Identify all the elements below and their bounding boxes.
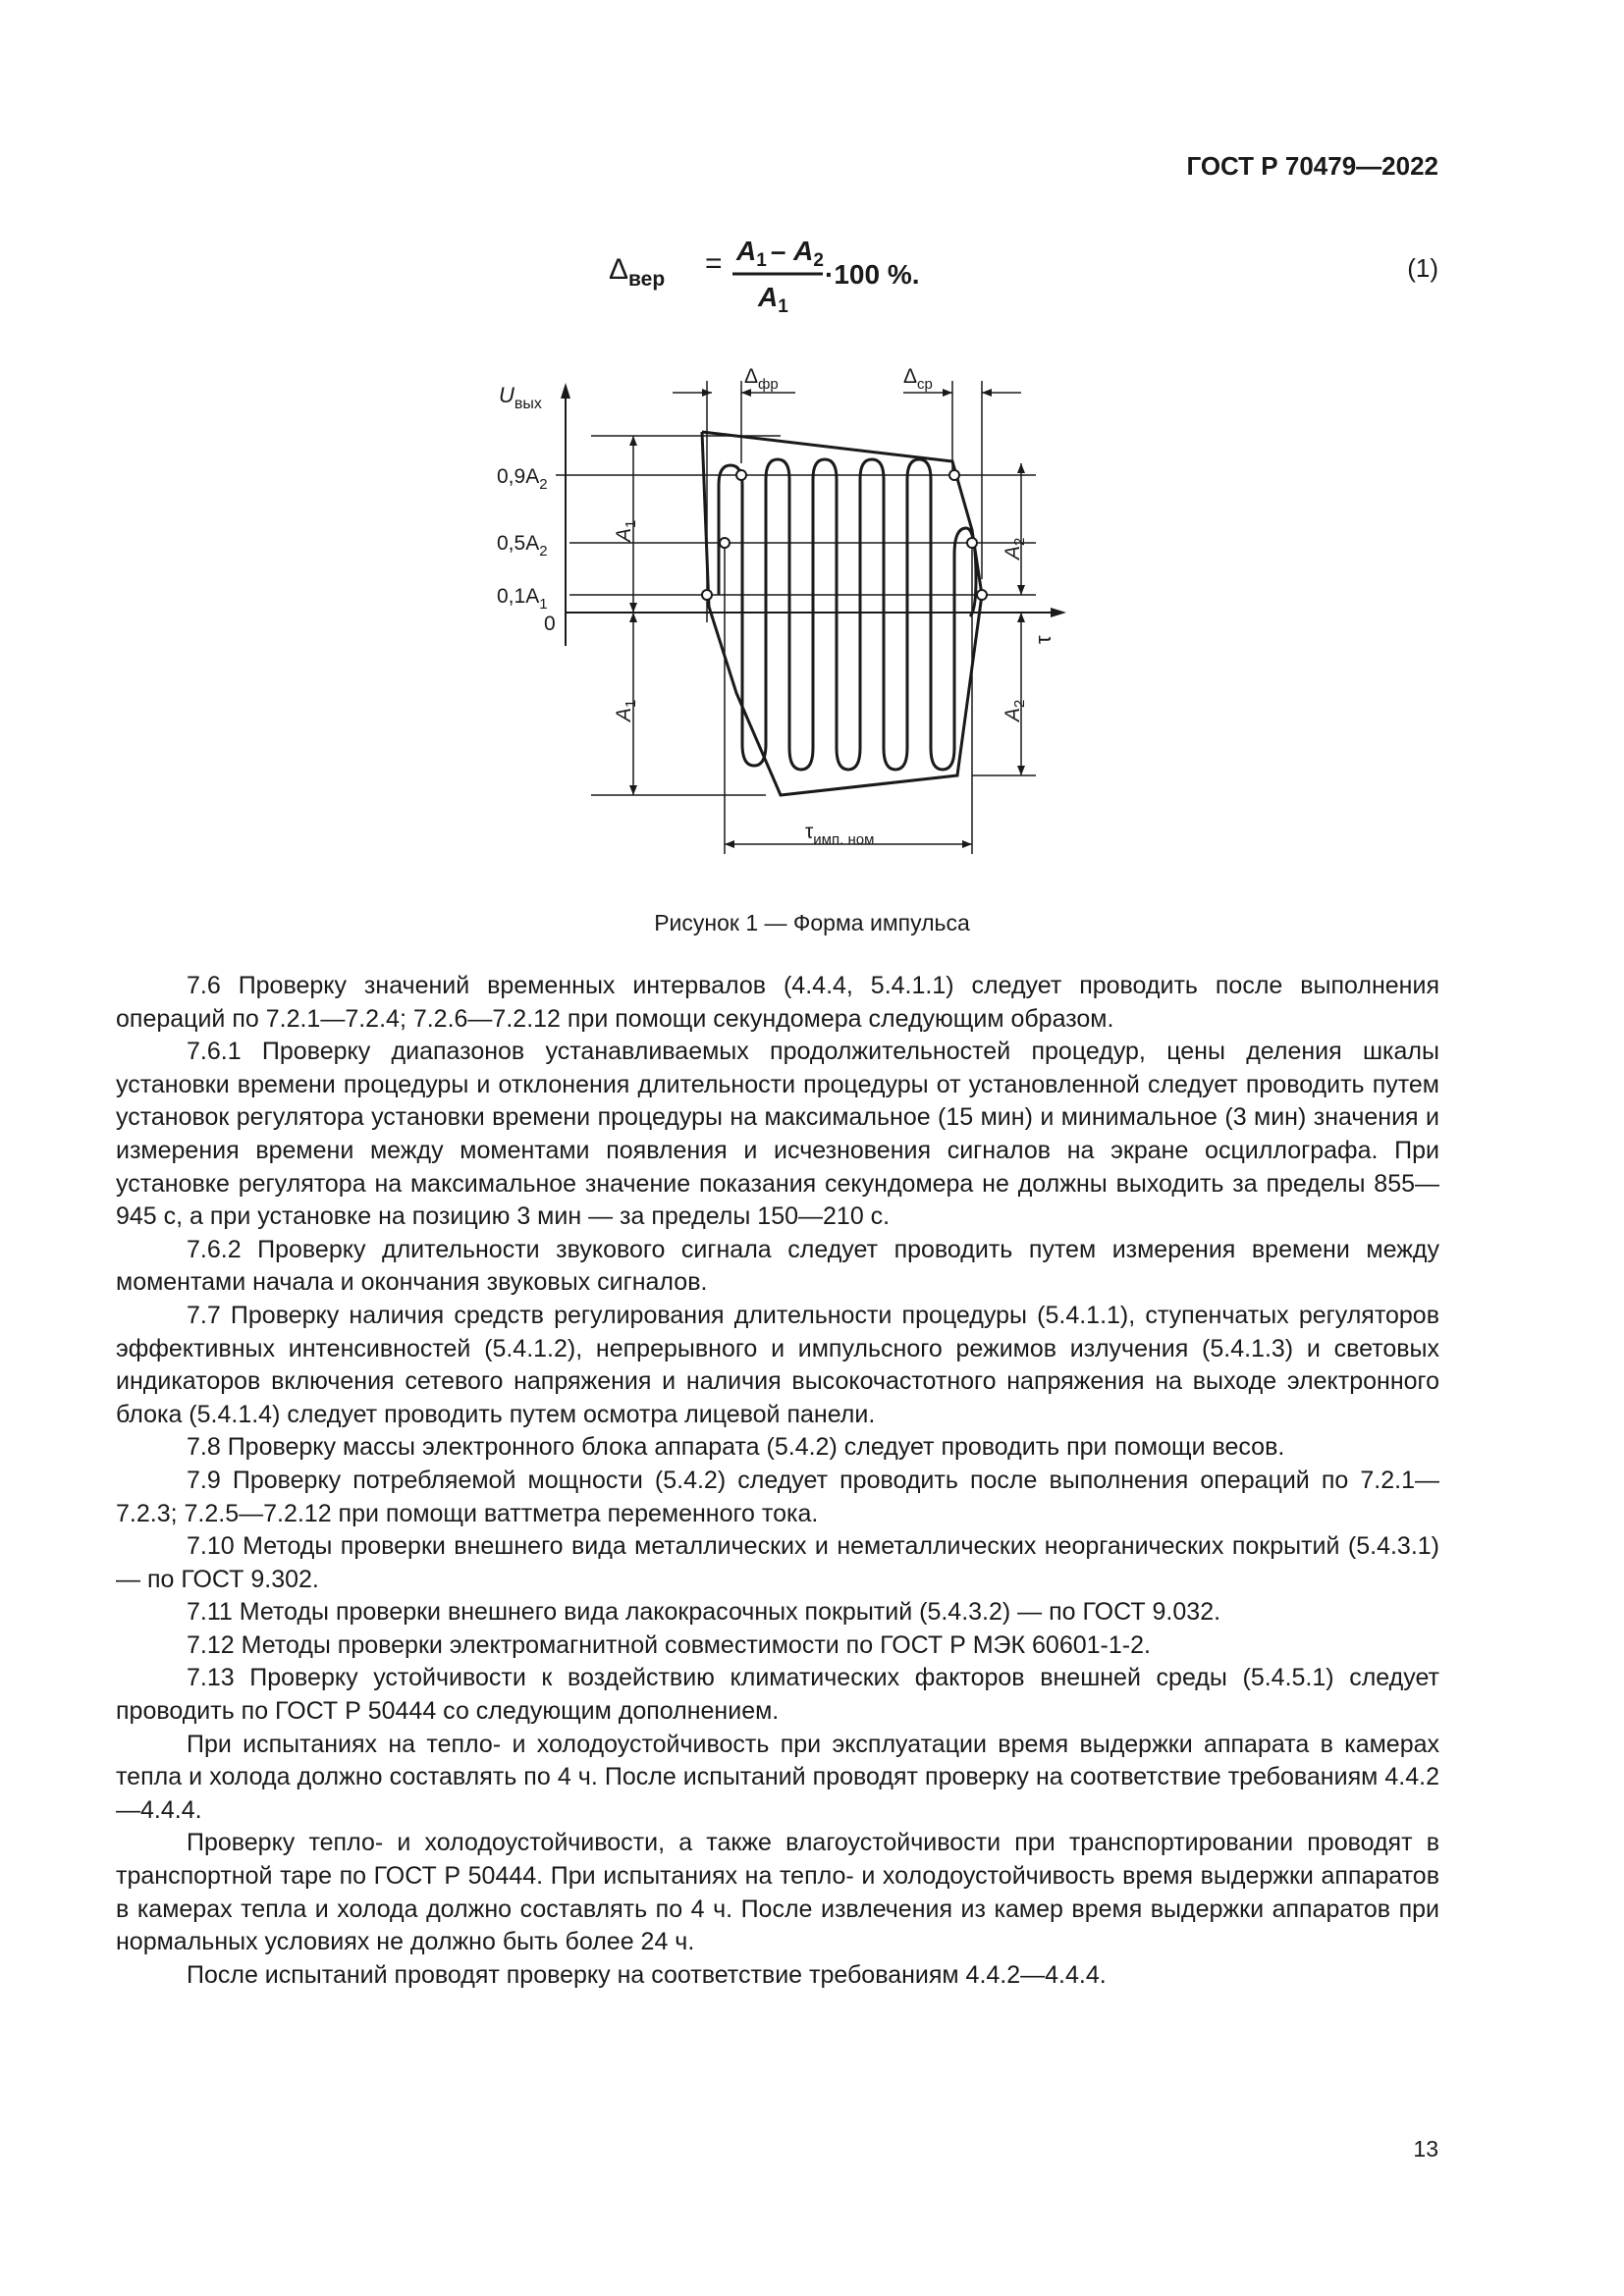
- a2-upper-label: $A_2$: [1001, 537, 1028, 560]
- paragraph: 7.12 Методы проверки электромагнитной совместимости по ГОСТ Р МЭК 60601-1-2.: [187, 1630, 1151, 1659]
- y-axis-label: $U_{вых}$: [499, 383, 542, 412]
- arrowhead-icon: [1017, 463, 1025, 473]
- paragraph: 7.6 Проверку значений временных интервалов (4.4.4, 5.4.1.1) следует проводить после выполнения операций по 7.2.1—7.2.4; 7.2.6—7.2.12 при помощи секундомера следующим образом.: [116, 972, 1439, 1033]
- point-09-left: [736, 470, 746, 480]
- page-number: 13: [1413, 2136, 1438, 2162]
- time-axis-label: τ: [1031, 635, 1056, 644]
- figure-caption: Рисунок 1 — Форма импульса: [654, 910, 970, 935]
- paragraph: 7.13 Проверку устойчивости к воздействию климатических факторов внешней среды (5.4.5.1) следует проводить по ГОСТ Р 50444 со следующим дополнением.: [116, 1664, 1439, 1726]
- formula-numerator: $A_1 - A_2$: [736, 236, 824, 271]
- a1-upper-label: $A_1$: [613, 519, 639, 542]
- formula-lhs: $\Delta_{вер}$: [609, 253, 666, 291]
- tick-label-09: $0,9A_2$: [497, 465, 548, 493]
- arrowhead-icon: [725, 840, 734, 848]
- tick-label-0: 0: [544, 613, 556, 635]
- arrowhead-icon: [629, 603, 637, 613]
- point-01-right: [977, 590, 987, 600]
- arrowhead-icon: [629, 436, 637, 446]
- formula-denominator: $A_1$: [758, 282, 788, 317]
- arrowhead-icon: [1017, 585, 1025, 595]
- a1-lower-label: $A_1$: [613, 699, 639, 721]
- paragraph: 7.9 Проверку потребляемой мощности (5.4.2) следует проводить после выполнения операций по 7.2.1—7.2.3; 7.2.5—7.2.12 при помощи ваттметра переменного тока.: [116, 1466, 1439, 1527]
- tick-label-05: $0,5A_2$: [497, 532, 548, 560]
- arrowhead-icon: [943, 389, 952, 397]
- time-axis-arrow-icon: [1051, 608, 1066, 617]
- carrier-waveform: [719, 459, 976, 770]
- point-09-right: [949, 470, 959, 480]
- formula-equals: =: [705, 247, 723, 280]
- paragraph: 7.6.1 Проверку диапазонов устанавливаемых продолжительностей процедур, цены деления шкалы установки времени процедуры и отклонения длительности процедуры от установленной следует проводить путем установок регулятора установки времени процедуры на максимальное (15 мин) и минимальное (3 мин) значения и измерения времени между моментами появления и исчезновения сигналов на экране осциллографа. При установке регулятора на максимальное значение показания секундомера не должны выходить за пределы 855—945 с, а при установке на позицию 3 мин — за пределы 150—210 с.: [116, 1038, 1439, 1231]
- body-text: [116, 970, 1439, 1992]
- y-axis-arrow-icon: [561, 383, 570, 399]
- arrowhead-icon: [629, 613, 637, 622]
- formula-number: (1): [1407, 253, 1438, 283]
- document-header: ГОСТ Р 70479—2022: [1186, 151, 1438, 181]
- formula-1: [609, 228, 1001, 326]
- paragraph: 7.6.2 Проверку длительности звукового сигнала следует проводить путем измерения времени между моментами начала и окончания звуковых сигналов.: [116, 1235, 1439, 1297]
- tau-label: $\tau_{имп. ном}$: [805, 821, 875, 848]
- pulse-shape-figure: [442, 353, 1080, 903]
- formula-tail: ·100 %.: [825, 259, 920, 290]
- arrowhead-icon: [962, 840, 972, 848]
- paragraph: При испытаниях на тепло- и холодоустойчивость при эксплуатации время выдержки аппарата в камерах тепла и холода должно составлять по 4 ч. После испытаний проводят проверку на соответствие требованиям 4.4.2—4.4.4.: [116, 1730, 1439, 1824]
- arrowhead-icon: [1017, 613, 1025, 622]
- point-01-left: [702, 590, 712, 600]
- paragraph: 7.8 Проверку массы электронного блока аппарата (5.4.2) следует проводить при помощи весов.: [187, 1433, 1285, 1462]
- delta-cp-label: $\Delta_{ср}$: [903, 365, 933, 393]
- paragraph: Проверку тепло- и холодоустойчивости, а также влагоустойчивости при транспортировании проводят в транспортной таре по ГОСТ Р 50444. При испытаниях на тепло- и холодоустойчивость время выдержки аппаратов в камерах тепла и холода должно составлять по 4 ч. После извлечения из камер время выдержки аппаратов при нормальных условиях не должно быть более 24 ч.: [116, 1829, 1439, 1956]
- arrowhead-icon: [629, 785, 637, 795]
- paragraph: 7.11 Методы проверки внешнего вида лакокрасочных покрытий (5.4.3.2) — по ГОСТ 9.032.: [187, 1598, 1221, 1627]
- point-05-left: [720, 538, 730, 548]
- arrowhead-icon: [741, 389, 751, 397]
- arrowhead-icon: [982, 389, 992, 397]
- paragraph: После испытаний проводят проверку на соответствие требованиям 4.4.2—4.4.4.: [187, 1960, 1107, 1989]
- paragraph: 7.7 Проверку наличия средств регулирования длительности процедуры (5.4.1.1), ступенчатых регуляторов эффективных интенсивностей (5.4.1.2), непрерывного и импульсного режимов излучения (5.4.1.3) и световых индикаторов включения сетевого напряжения и наличия высокочастотного напряжения на выходе электронного блока (5.4.1.4) следует проводить путем осмотра лицевой панели.: [116, 1301, 1439, 1428]
- a2-lower-label: $A_2$: [1001, 699, 1028, 721]
- arrowhead-icon: [1017, 766, 1025, 775]
- tick-label-01: $0,1A_1$: [497, 585, 548, 613]
- point-05-right: [967, 538, 977, 548]
- delta-fr-label: $\Delta_{фр}$: [744, 365, 779, 393]
- paragraph: 7.10 Методы проверки внешнего вида металлических и неметаллических неорганических покрытий (5.4.3.1) — по ГОСТ 9.302.: [116, 1532, 1439, 1593]
